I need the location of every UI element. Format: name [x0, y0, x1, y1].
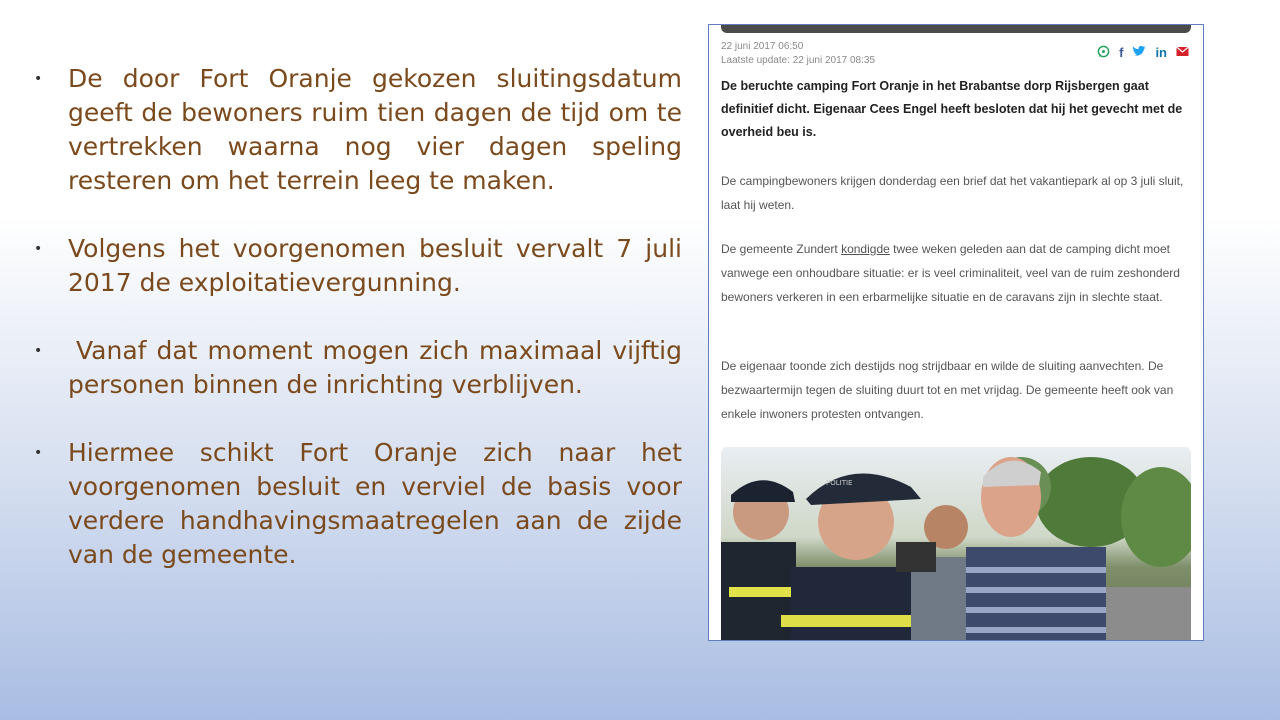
- article-paragraph: De eigenaar toonde zich destijds nog strijdbaar en wilde de sluiting aanvechten. De bezwaartermijn tegen de sluiting duurt tot en met vrijdag. De gemeente heeft ook van enkele inwoners protesten ontvangen.: [721, 359, 1174, 421]
- bullet-dot: •: [34, 343, 43, 359]
- bullet-dot: •: [34, 241, 43, 257]
- article-photo: [721, 447, 1191, 641]
- news-article-screenshot: [708, 24, 1204, 641]
- bullet-item: [30, 232, 682, 300]
- whatsapp-icon[interactable]: [1097, 45, 1110, 61]
- bullet-dot: •: [34, 445, 43, 461]
- bullet-text: De door Fort Oranje gekozen sluitingsdatum geeft de bewoners ruim tien dagen de tijd om te vertrekken waarna nog vier dagen speling resteren om het terrein leeg te maken.: [68, 64, 682, 195]
- article-date: 22 juni 2017 06:50: [721, 41, 804, 52]
- share-bar: [1097, 45, 1189, 61]
- article-paragraph: [721, 237, 1191, 309]
- facebook-icon[interactable]: f: [1119, 45, 1124, 60]
- bullet-dot: •: [34, 71, 43, 87]
- paragraph-text: twee weken geleden aan dat de camping dicht moet vanwege een onhoudbare situatie: er is veel criminaliteit, veel van de ruim zeshonderd bewoners verkeren in een erbarmelijke situatie en de caravans zijn in slechte staat.: [721, 242, 1180, 304]
- paragraph-text: De gemeente Zundert: [721, 242, 842, 256]
- bullet-item: [30, 436, 682, 572]
- mail-icon[interactable]: [1176, 45, 1189, 61]
- police-cap-text: POLITIE: [826, 479, 853, 487]
- linkedin-icon[interactable]: in: [1155, 45, 1167, 60]
- article-link[interactable]: kondigde: [841, 242, 890, 256]
- article-meta: [721, 40, 875, 68]
- photo-illustration: [721, 447, 1191, 641]
- bullet-text: Volgens het voorgenomen besluit vervalt 7 juli 2017 de exploitatievergunning.: [68, 234, 682, 297]
- article-top-image-edge: [721, 25, 1191, 33]
- bullet-list: [30, 62, 682, 606]
- article-paragraph: De campingbewoners krijgen donderdag een brief dat het vakantiepark al op 3 juli sluit, laat hij weten.: [721, 174, 1184, 212]
- bullet-item: [30, 62, 682, 198]
- bullet-text: Vanaf dat moment mogen zich maximaal vijftig personen binnen de inrichting verblijven.: [68, 336, 682, 399]
- bullet-item: [30, 334, 682, 402]
- twitter-icon[interactable]: [1132, 45, 1146, 61]
- article-lead: De beruchte camping Fort Oranje in het Brabantse dorp Rijsbergen gaat definitief dicht. Eigenaar Cees Engel heeft besloten dat hij het gevecht met de overheid beu is.: [721, 79, 1183, 139]
- bullet-text: Hiermee schikt Fort Oranje zich naar het voorgenomen besluit en verviel de basis voor verdere handhavingsmaatregelen aan de zijde van de gemeente.: [68, 438, 682, 569]
- article-updated: Laatste update: 22 juni 2017 08:35: [721, 55, 876, 66]
